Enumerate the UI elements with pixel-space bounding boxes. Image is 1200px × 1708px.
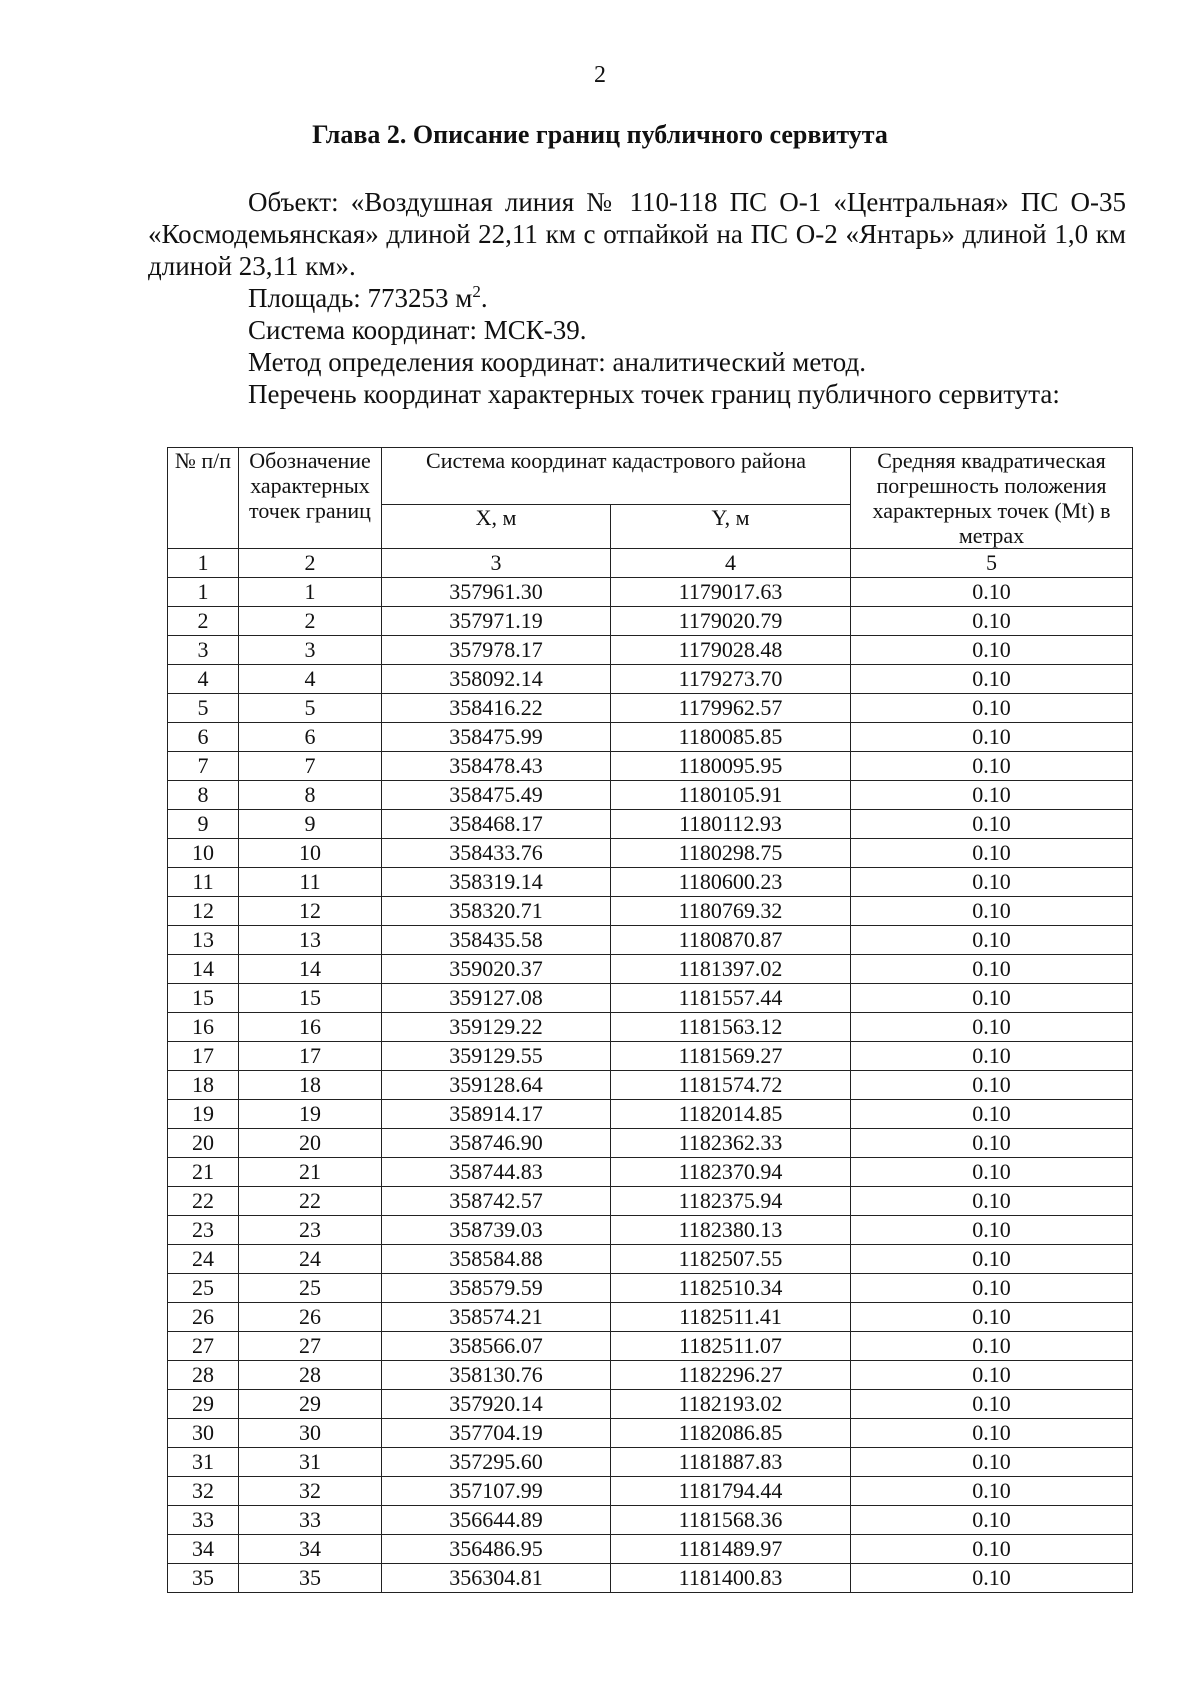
area-text: Площадь: 773253 м (248, 283, 473, 313)
cell-num: 29 (168, 1390, 239, 1419)
cell-x: 358742.57 (382, 1187, 611, 1216)
table-row (168, 955, 1133, 984)
table-row (168, 1448, 1133, 1477)
cell-error: 0.10 (851, 636, 1133, 665)
cell-x: 358092.14 (382, 665, 611, 694)
cell-num: 21 (168, 1158, 239, 1187)
cell-point: 8 (239, 781, 382, 810)
cell-y: 1180769.32 (611, 897, 851, 926)
cell-x: 356304.81 (382, 1564, 611, 1593)
cell-error: 0.10 (851, 1071, 1133, 1100)
table-body (168, 549, 1133, 1593)
cell-y: 1179273.70 (611, 665, 851, 694)
cell-y: 1181887.83 (611, 1448, 851, 1477)
cell-point: 24 (239, 1245, 382, 1274)
table-row (168, 1129, 1133, 1158)
cell-point: 22 (239, 1187, 382, 1216)
cell-point: 14 (239, 955, 382, 984)
cell-error: 0.10 (851, 1506, 1133, 1535)
cell-y: 1182511.07 (611, 1332, 851, 1361)
table-row (168, 607, 1133, 636)
cell-y: 1180298.75 (611, 839, 851, 868)
cell-num: 26 (168, 1303, 239, 1332)
cell-point: 32 (239, 1477, 382, 1506)
table-row (168, 1332, 1133, 1361)
cell-y: 1182375.94 (611, 1187, 851, 1216)
cell-num: 32 (168, 1477, 239, 1506)
cell-num: 12 (168, 897, 239, 926)
column-number: 5 (851, 549, 1133, 578)
table-row (168, 665, 1133, 694)
header-num: № п/п (168, 448, 239, 549)
cell-num: 14 (168, 955, 239, 984)
cell-num: 20 (168, 1129, 239, 1158)
cell-error: 0.10 (851, 1158, 1133, 1187)
table-row (168, 636, 1133, 665)
cell-x: 358566.07 (382, 1332, 611, 1361)
cell-point: 13 (239, 926, 382, 955)
cell-y: 1182370.94 (611, 1158, 851, 1187)
cell-x: 359129.55 (382, 1042, 611, 1071)
table-row (168, 839, 1133, 868)
cell-x: 358416.22 (382, 694, 611, 723)
cell-y: 1181489.97 (611, 1535, 851, 1564)
cell-point: 28 (239, 1361, 382, 1390)
area-period: . (480, 283, 488, 313)
cell-x: 357961.30 (382, 578, 611, 607)
table-row (168, 868, 1133, 897)
table-row (168, 926, 1133, 955)
cell-y: 1180095.95 (611, 752, 851, 781)
cell-y: 1181400.83 (611, 1564, 851, 1593)
table-row (168, 1245, 1133, 1274)
cell-y: 1181557.44 (611, 984, 851, 1013)
cell-x: 358574.21 (382, 1303, 611, 1332)
cell-num: 4 (168, 665, 239, 694)
cell-error: 0.10 (851, 1274, 1133, 1303)
cell-num: 9 (168, 810, 239, 839)
cell-y: 1180600.23 (611, 868, 851, 897)
cell-error: 0.10 (851, 578, 1133, 607)
cell-y: 1180085.85 (611, 723, 851, 752)
cell-point: 12 (239, 897, 382, 926)
cell-point: 15 (239, 984, 382, 1013)
cell-x: 358435.58 (382, 926, 611, 955)
cell-point: 4 (239, 665, 382, 694)
cell-num: 19 (168, 1100, 239, 1129)
area-superscript: 2 (472, 282, 481, 301)
cell-num: 1 (168, 578, 239, 607)
cell-num: 13 (168, 926, 239, 955)
cell-num: 11 (168, 868, 239, 897)
cell-x: 358130.76 (382, 1361, 611, 1390)
page-number: 2 (594, 62, 606, 88)
cell-x: 358319.14 (382, 868, 611, 897)
intro-section (148, 186, 1126, 410)
cell-y: 1182014.85 (611, 1100, 851, 1129)
cell-y: 1181568.36 (611, 1506, 851, 1535)
cell-x: 359128.64 (382, 1071, 611, 1100)
cell-error: 0.10 (851, 1216, 1133, 1245)
table-row (168, 1274, 1133, 1303)
cell-y: 1181563.12 (611, 1013, 851, 1042)
table-row (168, 1419, 1133, 1448)
cell-error: 0.10 (851, 1361, 1133, 1390)
cell-error: 0.10 (851, 1187, 1133, 1216)
cell-x: 358744.83 (382, 1158, 611, 1187)
coordinate-system-line: Система координат: МСК-39. (248, 315, 587, 345)
cell-y: 1179020.79 (611, 607, 851, 636)
column-number: 3 (382, 549, 611, 578)
cell-x: 357920.14 (382, 1390, 611, 1419)
table-row (168, 1071, 1133, 1100)
table-row (168, 1564, 1133, 1593)
cell-num: 34 (168, 1535, 239, 1564)
cell-point: 30 (239, 1419, 382, 1448)
cell-num: 31 (168, 1448, 239, 1477)
table-row (168, 1361, 1133, 1390)
header-y: Y, м (611, 505, 851, 549)
table-row (168, 1216, 1133, 1245)
cell-num: 25 (168, 1274, 239, 1303)
cell-error: 0.10 (851, 1419, 1133, 1448)
cell-num: 8 (168, 781, 239, 810)
table-row (168, 578, 1133, 607)
cell-y: 1181397.02 (611, 955, 851, 984)
cell-point: 10 (239, 839, 382, 868)
cell-point: 23 (239, 1216, 382, 1245)
cell-num: 23 (168, 1216, 239, 1245)
cell-point: 21 (239, 1158, 382, 1187)
cell-x: 358475.49 (382, 781, 611, 810)
cell-error: 0.10 (851, 897, 1133, 926)
cell-num: 10 (168, 839, 239, 868)
cell-error: 0.10 (851, 984, 1133, 1013)
cell-num: 7 (168, 752, 239, 781)
cell-point: 20 (239, 1129, 382, 1158)
cell-num: 15 (168, 984, 239, 1013)
cell-point: 27 (239, 1332, 382, 1361)
cell-error: 0.10 (851, 1042, 1133, 1071)
cell-error: 0.10 (851, 694, 1133, 723)
cell-point: 25 (239, 1274, 382, 1303)
cell-error: 0.10 (851, 1013, 1133, 1042)
cell-num: 17 (168, 1042, 239, 1071)
cell-error: 0.10 (851, 1303, 1133, 1332)
cell-y: 1179028.48 (611, 636, 851, 665)
cell-num: 30 (168, 1419, 239, 1448)
cell-point: 35 (239, 1564, 382, 1593)
coordinates-table (167, 447, 1133, 1593)
cell-point: 17 (239, 1042, 382, 1071)
table-row (168, 1042, 1133, 1071)
cell-point: 5 (239, 694, 382, 723)
cell-y: 1180112.93 (611, 810, 851, 839)
object-description: Объект: «Воздушная линия № 110-118 ПС О-1 «Центральная» ПС О-35 «Космодемьянская» длиной 22,11 км с отпайкой на ПС О-2 «Янтарь» длиной 1,0 км длиной 23,11 км». (148, 187, 1126, 281)
cell-y: 1182380.13 (611, 1216, 851, 1245)
cell-num: 2 (168, 607, 239, 636)
cell-y: 1182362.33 (611, 1129, 851, 1158)
cell-num: 35 (168, 1564, 239, 1593)
header-coordinate-system: Система координат кадастрового района (382, 448, 851, 505)
header-error: Средняя квадратическая погрешность положения характерных точек (Mt) в метрах (851, 448, 1133, 549)
table-row (168, 781, 1133, 810)
cell-x: 359020.37 (382, 955, 611, 984)
cell-y: 1182511.41 (611, 1303, 851, 1332)
table-row (168, 752, 1133, 781)
table-row (168, 694, 1133, 723)
table-row (168, 1303, 1133, 1332)
cell-y: 1181569.27 (611, 1042, 851, 1071)
cell-x: 358475.99 (382, 723, 611, 752)
cell-error: 0.10 (851, 665, 1133, 694)
cell-error: 0.10 (851, 1564, 1133, 1593)
cell-y: 1182086.85 (611, 1419, 851, 1448)
table-row (168, 897, 1133, 926)
table-header (168, 448, 1133, 549)
cell-x: 357295.60 (382, 1448, 611, 1477)
cell-point: 3 (239, 636, 382, 665)
cell-y: 1182193.02 (611, 1390, 851, 1419)
method-line: Метод определения координат: аналитический метод. (248, 347, 867, 377)
cell-x: 358746.90 (382, 1129, 611, 1158)
cell-error: 0.10 (851, 1390, 1133, 1419)
cell-x: 357704.19 (382, 1419, 611, 1448)
cell-error: 0.10 (851, 781, 1133, 810)
cell-error: 0.10 (851, 839, 1133, 868)
cell-point: 33 (239, 1506, 382, 1535)
cell-error: 0.10 (851, 1100, 1133, 1129)
cell-x: 358433.76 (382, 839, 611, 868)
table-row (168, 1100, 1133, 1129)
list-title-line: Перечень координат характерных точек границ публичного сервитута: (248, 379, 1060, 409)
cell-x: 359127.08 (382, 984, 611, 1013)
area-line (148, 282, 1126, 314)
table-row (168, 1477, 1133, 1506)
cell-y: 1181794.44 (611, 1477, 851, 1506)
cell-point: 18 (239, 1071, 382, 1100)
table-row (168, 984, 1133, 1013)
chapter-title: Глава 2. Описание границ публичного сервитута (312, 120, 888, 149)
cell-point: 7 (239, 752, 382, 781)
cell-x: 358579.59 (382, 1274, 611, 1303)
cell-num: 3 (168, 636, 239, 665)
cell-point: 6 (239, 723, 382, 752)
cell-point: 1 (239, 578, 382, 607)
column-number: 4 (611, 549, 851, 578)
cell-error: 0.10 (851, 1477, 1133, 1506)
cell-num: 6 (168, 723, 239, 752)
cell-point: 26 (239, 1303, 382, 1332)
cell-num: 22 (168, 1187, 239, 1216)
cell-num: 16 (168, 1013, 239, 1042)
column-number: 1 (168, 549, 239, 578)
cell-error: 0.10 (851, 926, 1133, 955)
cell-x: 356644.89 (382, 1506, 611, 1535)
cell-y: 1181574.72 (611, 1071, 851, 1100)
cell-error: 0.10 (851, 752, 1133, 781)
table-row (168, 1187, 1133, 1216)
cell-error: 0.10 (851, 1332, 1133, 1361)
cell-x: 358914.17 (382, 1100, 611, 1129)
cell-x: 358468.17 (382, 810, 611, 839)
table-row (168, 810, 1133, 839)
cell-y: 1179017.63 (611, 578, 851, 607)
cell-y: 1179962.57 (611, 694, 851, 723)
table-row (168, 723, 1133, 752)
cell-error: 0.10 (851, 955, 1133, 984)
cell-error: 0.10 (851, 810, 1133, 839)
cell-x: 358584.88 (382, 1245, 611, 1274)
cell-x: 359129.22 (382, 1013, 611, 1042)
cell-num: 27 (168, 1332, 239, 1361)
column-number: 2 (239, 549, 382, 578)
cell-num: 28 (168, 1361, 239, 1390)
cell-point: 16 (239, 1013, 382, 1042)
table-row (168, 1390, 1133, 1419)
cell-x: 358478.43 (382, 752, 611, 781)
cell-num: 18 (168, 1071, 239, 1100)
cell-error: 0.10 (851, 1245, 1133, 1274)
cell-point: 19 (239, 1100, 382, 1129)
cell-num: 5 (168, 694, 239, 723)
cell-error: 0.10 (851, 1448, 1133, 1477)
cell-error: 0.10 (851, 868, 1133, 897)
cell-error: 0.10 (851, 723, 1133, 752)
cell-point: 31 (239, 1448, 382, 1477)
header-x: X, м (382, 505, 611, 549)
cell-y: 1182296.27 (611, 1361, 851, 1390)
cell-point: 34 (239, 1535, 382, 1564)
table-row (168, 1506, 1133, 1535)
cell-x: 357107.99 (382, 1477, 611, 1506)
column-number-row (168, 549, 1133, 578)
cell-point: 11 (239, 868, 382, 897)
cell-error: 0.10 (851, 1129, 1133, 1158)
cell-y: 1182507.55 (611, 1245, 851, 1274)
table-row (168, 1158, 1133, 1187)
cell-y: 1182510.34 (611, 1274, 851, 1303)
cell-error: 0.10 (851, 1535, 1133, 1564)
cell-num: 33 (168, 1506, 239, 1535)
cell-point: 2 (239, 607, 382, 636)
cell-x: 358320.71 (382, 897, 611, 926)
cell-x: 357971.19 (382, 607, 611, 636)
cell-x: 358739.03 (382, 1216, 611, 1245)
cell-x: 357978.17 (382, 636, 611, 665)
table-row (168, 1535, 1133, 1564)
cell-error: 0.10 (851, 607, 1133, 636)
cell-y: 1180105.91 (611, 781, 851, 810)
cell-point: 9 (239, 810, 382, 839)
cell-y: 1180870.87 (611, 926, 851, 955)
header-designation: Обозначение характерных точек границ (239, 448, 382, 549)
table-row (168, 1013, 1133, 1042)
cell-num: 24 (168, 1245, 239, 1274)
cell-point: 29 (239, 1390, 382, 1419)
cell-x: 356486.95 (382, 1535, 611, 1564)
